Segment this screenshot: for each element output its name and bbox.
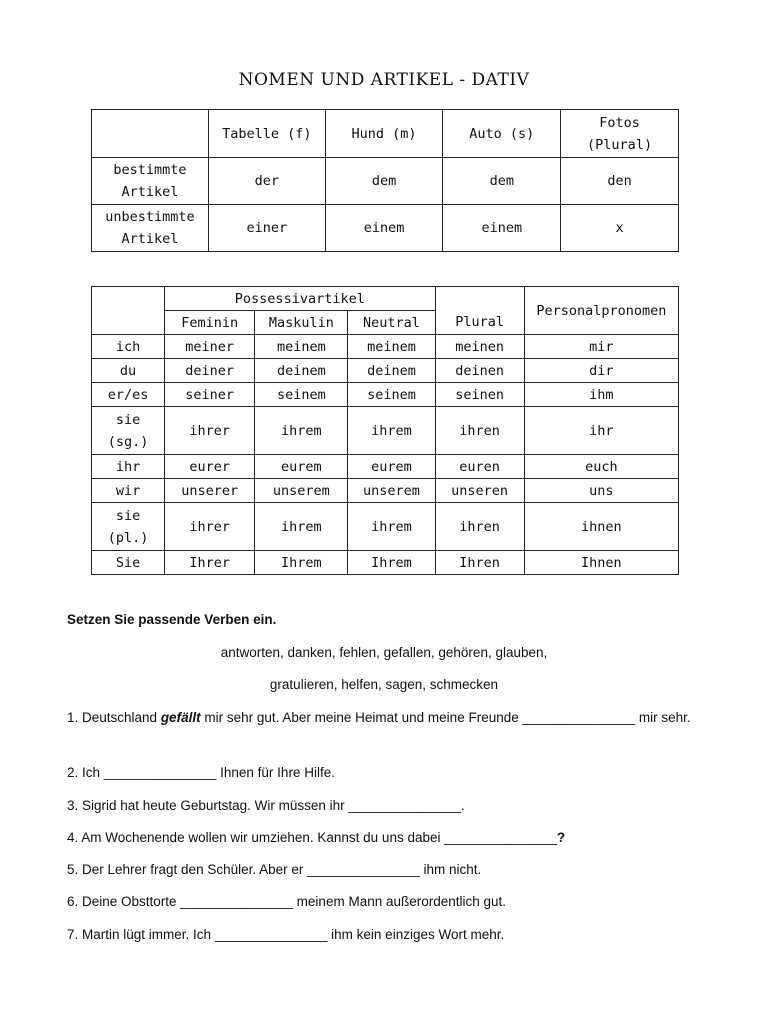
pronoun-cell: er/es: [92, 383, 165, 407]
exercise-item: [67, 924, 707, 946]
articles-header-cell: Fotos (Plural): [561, 110, 679, 158]
personal-pronoun-header: Personalpronomen: [524, 287, 678, 335]
possessive-cell: seiner: [165, 383, 255, 407]
pronoun-cell: sie (sg.): [92, 407, 165, 455]
possessive-cell: ihren: [435, 503, 524, 551]
pronoun-cell: ihr: [92, 455, 165, 479]
possessive-cell: ihrem: [255, 503, 348, 551]
articles-cell: einem: [325, 205, 443, 252]
articles-cell: den: [561, 158, 679, 205]
exercise-text: 3. Sigrid hat heute Geburtstag. Wir müssen ihr _______________.: [67, 798, 465, 813]
exercise-item: [67, 762, 707, 784]
articles-header-cell: [92, 110, 209, 158]
exercise-text: 1. Deutschland: [67, 710, 161, 725]
articles-cell: dem: [325, 158, 443, 205]
articles-cell: x: [561, 205, 679, 252]
personal-pronoun-cell: dir: [524, 359, 678, 383]
exercise-text: mir sehr gut. Aber meine Heimat und meine Freunde _______________ mir sehr.: [200, 710, 691, 725]
possessive-cell: Ihrem: [255, 551, 348, 575]
possessive-cell: euren: [435, 455, 524, 479]
possessive-cell: ihrem: [348, 407, 435, 455]
possessive-cell: seinem: [348, 383, 435, 407]
articles-row: [92, 205, 679, 252]
articles-header-row: [92, 110, 679, 158]
personal-pronoun-cell: ihm: [524, 383, 678, 407]
personal-pronoun-cell: uns: [524, 479, 678, 503]
possessive-cell: unserem: [255, 479, 348, 503]
articles-row-label: unbestimmte Artikel: [92, 205, 209, 252]
possessive-cell: eurem: [348, 455, 435, 479]
possessive-cell: Ihrem: [348, 551, 435, 575]
exercise-text: 6. Deine Obsttorte _______________ meinem Mann außerordentlich gut.: [67, 894, 507, 909]
possessive-cell: deinen: [435, 359, 524, 383]
exercise-item: [67, 827, 707, 849]
personal-pronoun-cell: Ihnen: [524, 551, 678, 575]
personal-pronoun-cell: euch: [524, 455, 678, 479]
articles-row: [92, 158, 679, 205]
exercise-item: [67, 707, 707, 729]
pronoun-cell: sie (pl.): [92, 503, 165, 551]
articles-header-cell: Tabelle (f): [208, 110, 325, 158]
possessive-row: [92, 407, 679, 455]
articles-cell: dem: [443, 158, 561, 205]
possessive-cell: meinem: [255, 335, 348, 359]
possessive-cell: unseren: [435, 479, 524, 503]
possessive-row: [92, 383, 679, 407]
pronoun-cell: du: [92, 359, 165, 383]
possessive-cell: seinem: [255, 383, 348, 407]
possessive-cell: unserer: [165, 479, 255, 503]
possessive-sub-header: Feminin: [165, 311, 255, 335]
possessive-cell: ihren: [435, 407, 524, 455]
articles-cell: der: [208, 158, 325, 205]
articles-header-cell: Hund (m): [325, 110, 443, 158]
possessive-cell: meinem: [348, 335, 435, 359]
possessive-cell: Ihren: [435, 551, 524, 575]
articles-header-cell: Auto (s): [443, 110, 561, 158]
possessive-table: [91, 286, 679, 575]
possessive-cell: seinen: [435, 383, 524, 407]
personal-pronoun-cell: mir: [524, 335, 678, 359]
possessive-cell: deinem: [255, 359, 348, 383]
possessive-empty-cell: [435, 287, 524, 311]
possessive-sub-header: Maskulin: [255, 311, 348, 335]
possessive-group-header: Possessivartikel: [165, 287, 435, 311]
verb-list-line: gratulieren, helfen, sagen, schmecken: [269, 677, 499, 692]
possessive-row: [92, 503, 679, 551]
possessive-row: [92, 335, 679, 359]
possessive-sub-header: Plural: [435, 311, 524, 335]
pronoun-cell: Sie: [92, 551, 165, 575]
pronoun-cell: wir: [92, 479, 165, 503]
possessive-cell: meinen: [435, 335, 524, 359]
pronoun-cell: ich: [92, 335, 165, 359]
possessive-cell: eurer: [165, 455, 255, 479]
example-answer: gefällt: [160, 710, 201, 725]
possessive-cell: deiner: [165, 359, 255, 383]
articles-table: [91, 109, 679, 252]
possessive-row: [92, 479, 679, 503]
possessive-group-header-row: [92, 287, 679, 311]
possessive-cell: deinem: [348, 359, 435, 383]
exercise-item: [67, 795, 707, 817]
possessive-cell: ihrer: [165, 503, 255, 551]
personal-pronoun-cell: ihnen: [524, 503, 678, 551]
possessive-cell: Ihrer: [165, 551, 255, 575]
possessive-cell: ihrem: [348, 503, 435, 551]
possessive-cell: unserem: [348, 479, 435, 503]
possessive-sub-header: Neutral: [348, 311, 435, 335]
articles-row-label: bestimmte Artikel: [92, 158, 209, 205]
exercise-text: 4. Am Wochenende wollen wir umziehen. Kannst du uns dabei _______________: [67, 830, 557, 845]
exercise-text: 7. Martin lügt immer. Ich _______________ ihm kein einziges Wort mehr.: [67, 927, 505, 942]
exercise-item: [67, 859, 707, 881]
question-mark: ?: [556, 830, 566, 845]
possessive-row: [92, 359, 679, 383]
page-title: NOMEN UND ARTIKEL - DATIV: [238, 70, 530, 90]
possessive-row: [92, 455, 679, 479]
verb-list-line: antworten, danken, fehlen, gefallen, gehören, glauben,: [220, 645, 548, 660]
possessive-corner-cell: [92, 287, 165, 335]
exercise-text: 5. Der Lehrer fragt den Schüler. Aber er _______________ ihm nicht.: [67, 862, 482, 877]
possessive-cell: ihrem: [255, 407, 348, 455]
articles-cell: einem: [443, 205, 561, 252]
exercise-text: 2. Ich _______________ Ihnen für Ihre Hilfe.: [67, 765, 335, 780]
personal-pronoun-cell: ihr: [524, 407, 678, 455]
articles-cell: einer: [208, 205, 325, 252]
possessive-cell: meiner: [165, 335, 255, 359]
possessive-row: [92, 551, 679, 575]
exercise-item: [67, 891, 707, 913]
possessive-cell: ihrer: [165, 407, 255, 455]
possessive-cell: eurem: [255, 455, 348, 479]
exercise-instruction: Setzen Sie passende Verben ein.: [67, 612, 277, 627]
